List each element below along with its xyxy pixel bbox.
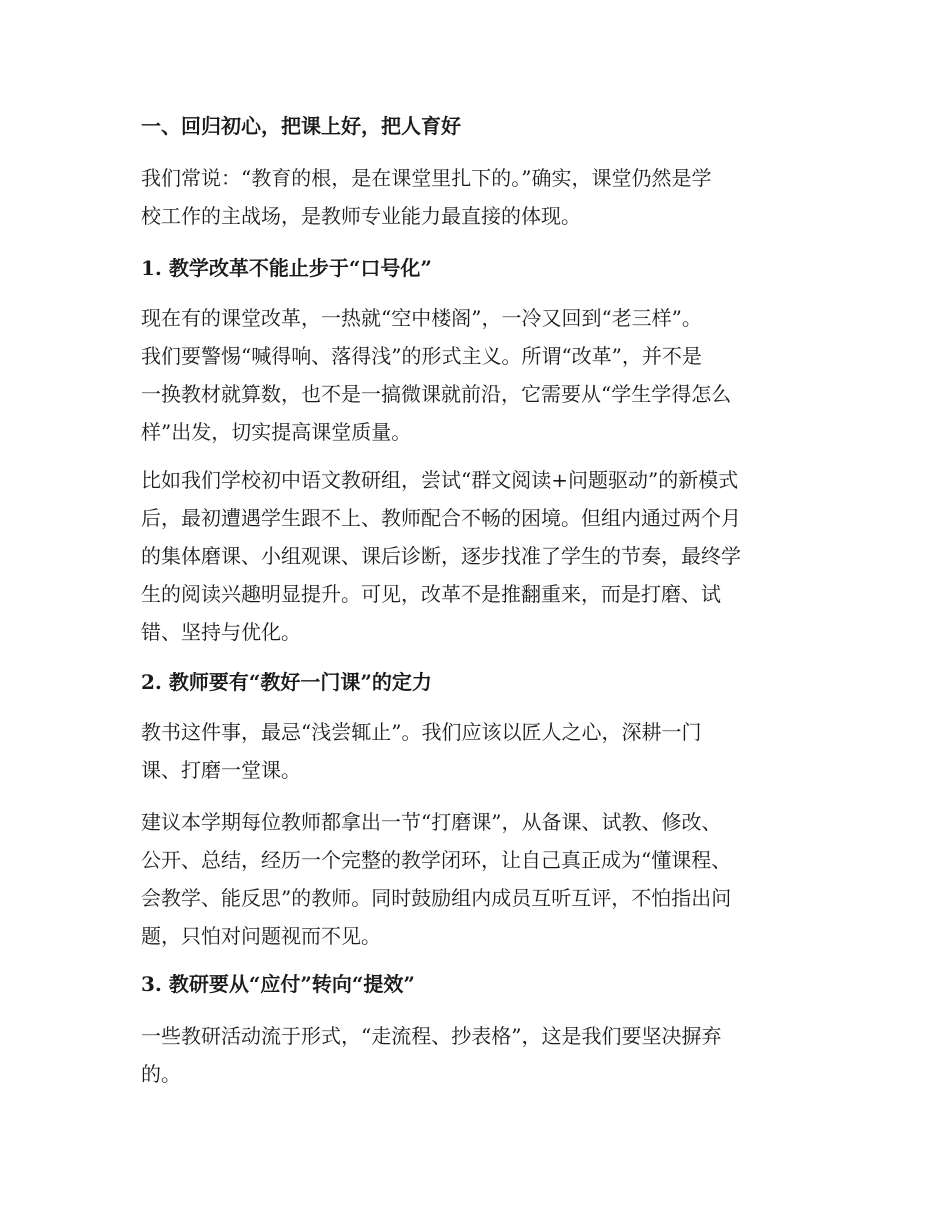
text-line: 一换教材就算数，也不是一搞微课就前沿，它需要从“学生学得怎么 xyxy=(141,382,732,406)
subsection-heading-2: 2. 教师要有“教好一门课”的定力 xyxy=(141,670,432,694)
paragraph-2-2 xyxy=(141,803,821,955)
text-line: 会教学、能反思”的教师。同时鼓励组内成员互听互评，不怕指出问 xyxy=(141,886,732,910)
text-line: 样”出发，切实提高课堂质量。 xyxy=(141,420,412,444)
subsection-heading-1: 1. 教学改革不能止步于“口号化” xyxy=(141,256,432,280)
text-line: 教书这件事，最忌“浅尝辄止”。我们应该以匠人之心，深耕一门 xyxy=(141,720,702,744)
text-line: 建议本学期每位教师都拿出一节“打磨课”，从备课、试教、修改、 xyxy=(141,810,722,834)
text-line: 课、打磨一堂课。 xyxy=(141,758,301,782)
text-line: 的。 xyxy=(141,1062,181,1086)
text-line: 后，最初遭遇学生跟不上、教师配合不畅的困境。但组内通过两个月 xyxy=(141,506,741,530)
text-line: 现在有的课堂改革，一热就“空中楼阁”，一冷又回到“老三样”。 xyxy=(141,306,702,330)
text-line: 一些教研活动流于形式，“走流程、抄表格”，这是我们要坚决摒弃 xyxy=(141,1024,722,1048)
paragraph-2-1 xyxy=(141,713,821,789)
text-line: 我们要警惕“喊得响、落得浅”的形式主义。所谓“改革”，并不是 xyxy=(141,344,702,368)
paragraph-1-1 xyxy=(141,299,821,451)
subsection-heading-3: 3. 教研要从“应付”转向“提效” xyxy=(141,972,415,996)
text-line: 的集体磨课、小组观课、课后诊断，逐步找准了学生的节奏，最终学 xyxy=(141,544,741,568)
text-line: 题，只怕对问题视而不见。 xyxy=(141,924,381,948)
text-line: 我们常说：“教育的根，是在课堂里扎下的。”确实，课堂仍然是学 xyxy=(141,166,712,190)
text-line: 比如我们学校初中语文教研组，尝试“群文阅读+问题驱动”的新模式 xyxy=(141,468,739,492)
text-line: 生的阅读兴趣明显提升。可见，改革不是推翻重来，而是打磨、试 xyxy=(141,582,721,606)
section-title: 一、回归初心，把课上好，把人育好 xyxy=(141,114,461,138)
intro-paragraph xyxy=(141,159,821,235)
text-line: 校工作的主战场，是教师专业能力最直接的体现。 xyxy=(141,204,581,228)
text-line: 错、坚持与优化。 xyxy=(141,620,301,644)
paragraph-1-2 xyxy=(141,461,821,651)
text-line: 公开、总结，经历一个完整的教学闭环，让自己真正成为“懂课程、 xyxy=(141,848,732,872)
paragraph-3-1 xyxy=(141,1017,821,1093)
